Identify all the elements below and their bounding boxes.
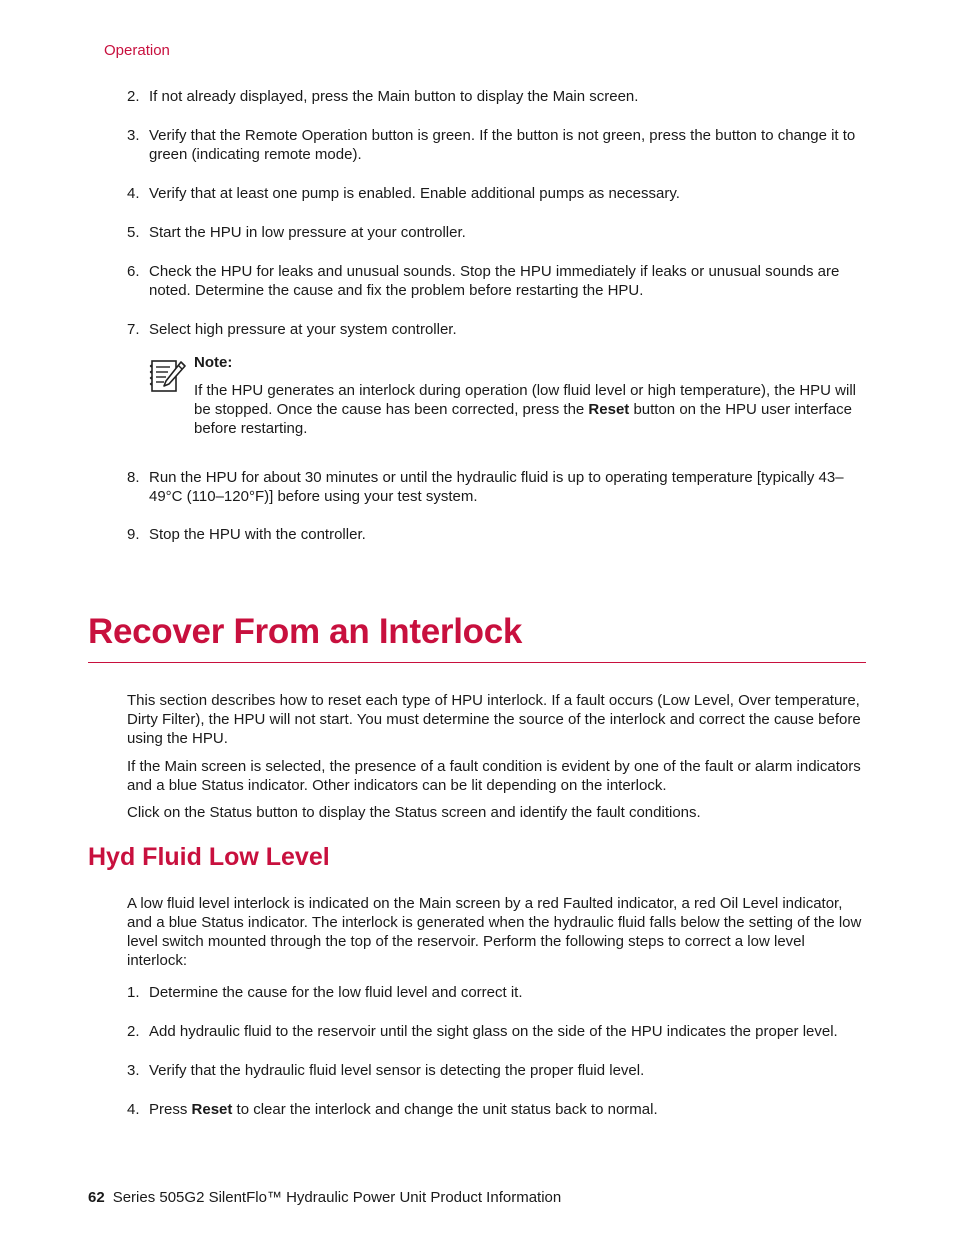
step-text — [149, 1100, 869, 1119]
paragraph: If the Main screen is selected, the presence of a fault condition is evident by one of the fault or alarm indicators and a blue Status indicator. Other indicators can be lit depending on the interlock. — [127, 758, 861, 794]
step-number: 5. — [127, 224, 140, 241]
list-item — [127, 525, 869, 544]
step-number: 4. — [127, 1101, 140, 1118]
paragraph: This section describes how to reset each type of HPU interlock. If a fault occurs (Low Level, Over temperature, Dirty Filter), the HPU will not start. You must determine the source of the interlock and correct the cause before using the HPU. — [127, 692, 861, 747]
step-text: Verify that at least one pump is enabled. Enable additional pumps as necessary. — [149, 185, 680, 202]
page-footer — [88, 1189, 561, 1206]
note-pencil-icon — [148, 356, 188, 396]
step-number: 4. — [127, 185, 140, 202]
section-title: Recover From an Interlock — [88, 612, 523, 651]
paragraph: A low fluid level interlock is indicated on the Main screen by a red Faulted indicator, a red Oil Level indicator, and a blue Status indicator. The interlock is generated when the hydraulic fluid falls below the setting of the low level switch mounted through the top of the reservoir. Perform the following steps to correct a low level interlock: — [127, 895, 862, 969]
list-item — [127, 126, 869, 164]
step-number: 7. — [127, 321, 140, 338]
step-text: Stop the HPU with the controller. — [149, 526, 366, 543]
list-item — [127, 223, 869, 242]
step-text: Select high pressure at your system controller. — [149, 321, 457, 338]
list-item — [127, 1100, 869, 1119]
list-item — [127, 87, 869, 106]
note-text — [194, 381, 866, 438]
title-rule-divider — [88, 662, 866, 663]
note-title: Note: — [194, 354, 233, 371]
page-number: 62 — [88, 1189, 105, 1206]
note-reset-bold: Reset — [588, 401, 630, 418]
list-item — [127, 184, 869, 203]
note-text-part: button on the HPU user interface before restarting. — [194, 401, 852, 437]
step-number: 2. — [127, 1023, 140, 1040]
running-header: Operation — [104, 42, 170, 59]
step-text-part: Press — [149, 1101, 192, 1118]
paragraph: Click on the Status button to display the Status screen and identify the fault conditions. — [127, 804, 701, 821]
step-text-part: to clear the interlock and change the unit status back to normal. — [232, 1101, 658, 1118]
step-number: 3. — [127, 127, 140, 144]
step-text: Determine the cause for the low fluid level and correct it. — [149, 984, 523, 1001]
footer-doc-title: Series 505G2 SilentFlo™ Hydraulic Power Unit Product Information — [112, 1189, 562, 1206]
step-text: Run the HPU for about 30 minutes or until the hydraulic fluid is up to operating temperature [typically 43–49°C (110–120°F)] before using your test system. — [149, 469, 844, 505]
step-number: 8. — [127, 469, 140, 486]
step-text: Check the HPU for leaks and unusual sounds. Stop the HPU immediately if leaks or unusual sounds are noted. Determine the cause and fix the problem before restarting the HPU. — [149, 263, 840, 299]
step-text: Verify that the hydraulic fluid level sensor is detecting the proper fluid level. — [149, 1062, 645, 1079]
list-item — [127, 1022, 869, 1041]
step-text: Add hydraulic fluid to the reservoir until the sight glass on the side of the HPU indicates the proper level. — [149, 1023, 838, 1040]
step-number: 2. — [127, 88, 140, 105]
list-item — [127, 983, 869, 1002]
step-number: 6. — [127, 263, 140, 280]
step-number: 1. — [127, 984, 140, 1001]
step-number: 9. — [127, 526, 140, 543]
step-text: If not already displayed, press the Main button to display the Main screen. — [149, 88, 639, 105]
step-text: Verify that the Remote Operation button is green. If the button is not green, press the button to change it to green (indicating remote mode). — [149, 127, 856, 163]
list-item — [127, 468, 869, 506]
subsection-title: Hyd Fluid Low Level — [88, 843, 330, 871]
list-item — [127, 262, 869, 300]
step-reset-bold: Reset — [191, 1101, 233, 1118]
list-item — [127, 320, 869, 339]
step-number: 3. — [127, 1062, 140, 1079]
step-text: Start the HPU in low pressure at your controller. — [149, 224, 466, 241]
list-item — [127, 1061, 869, 1080]
note-text-part: If the HPU generates an interlock during operation (low fluid level or high temperature), the HPU will be stopped. Once the cause has been corrected, press the — [194, 382, 856, 418]
